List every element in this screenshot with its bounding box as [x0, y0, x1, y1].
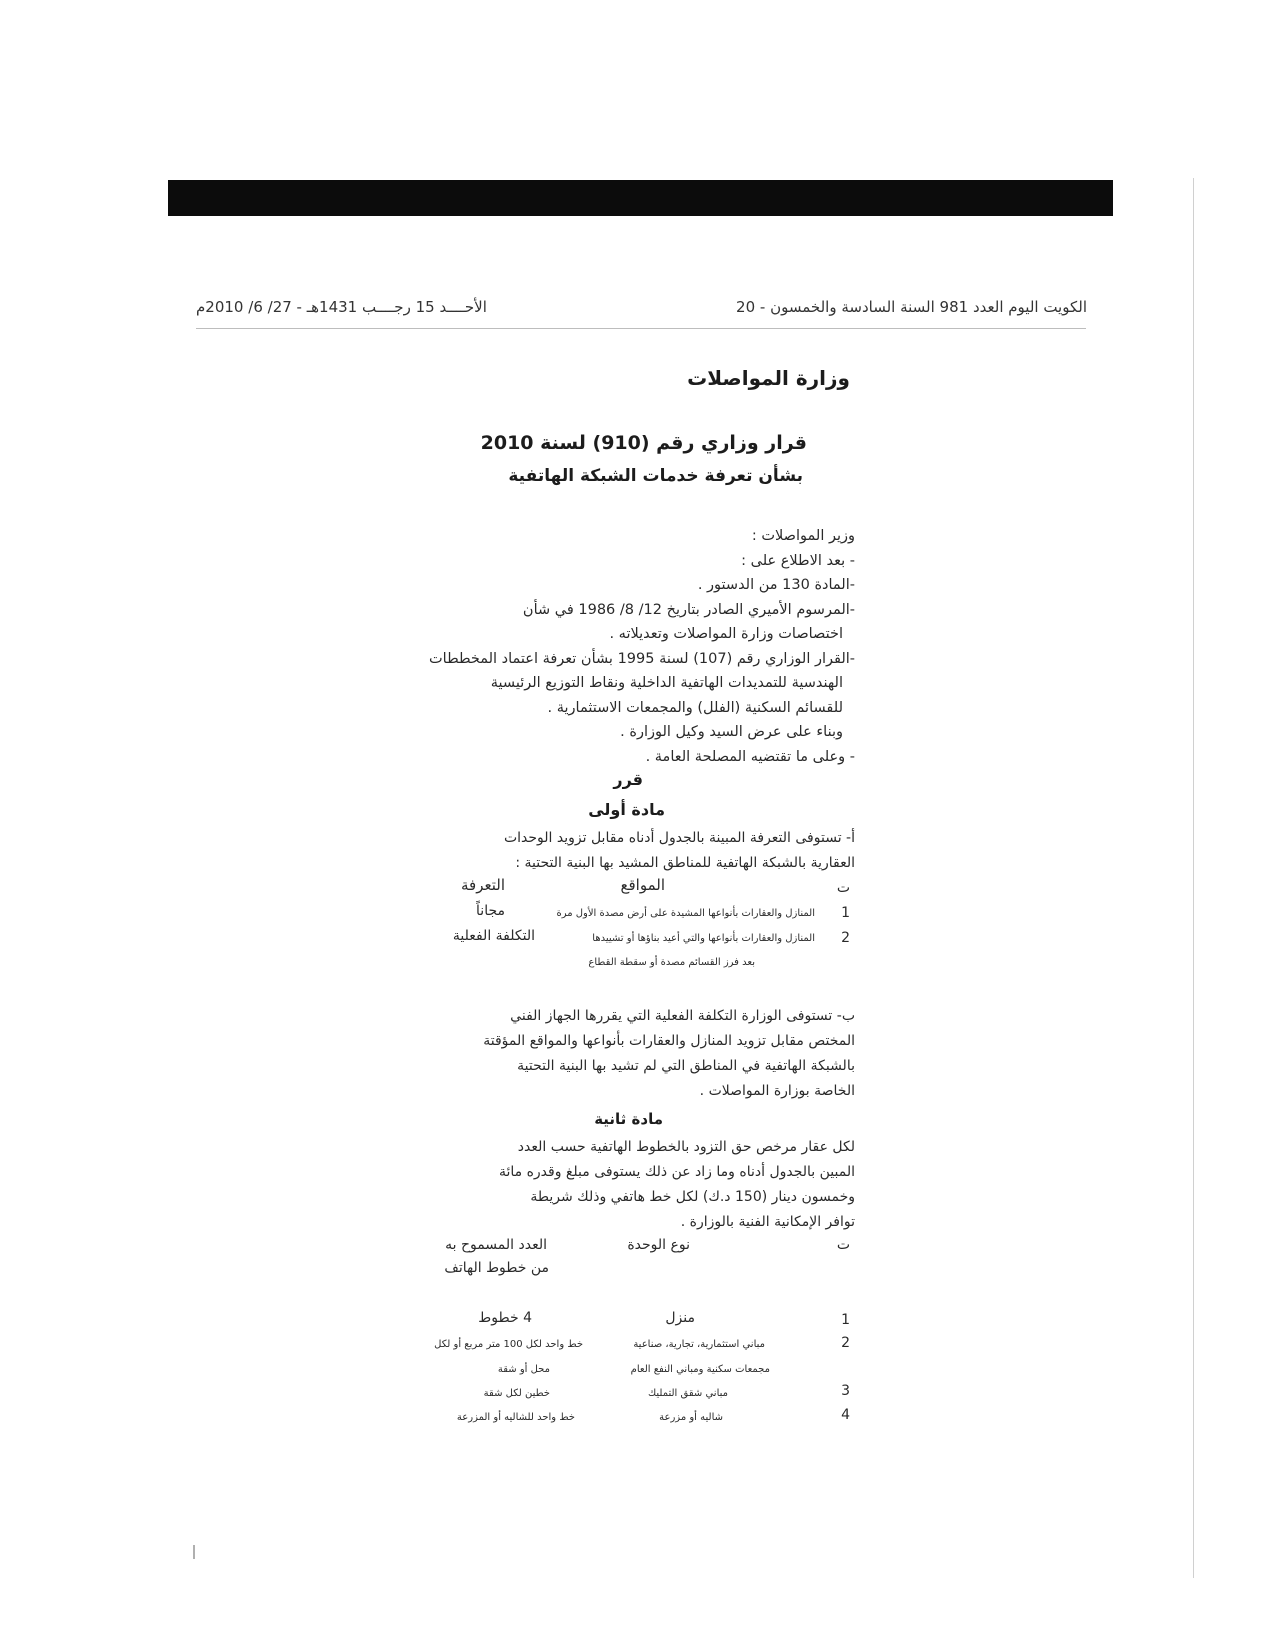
col-location-header: المواقع [620, 876, 665, 894]
table-row-location: المنازل والعقارات بأنواعها المشيدة على أرض مصدة الأول مرة [556, 908, 815, 919]
scan-mark [193, 1545, 195, 1559]
article-1-b-line: المختص مقابل تزويد المنازل والعقارات بأنواعها والمواقع المؤقتة [483, 1033, 855, 1049]
table-row-unit: شاليه أو مزرعة [659, 1412, 723, 1423]
preamble-line: الهندسية للتمديدات الهاتفية الداخلية ونقاط التوزيع الرئيسية [490, 675, 843, 691]
table-row-tariff: مجاناً [476, 903, 505, 919]
table-row-number: 2 [841, 1335, 850, 1351]
table-row-number: 3 [841, 1383, 850, 1399]
preamble-line: -المرسوم الأميري الصادر بتاريخ 12/ 8/ 1986 في شأن [522, 601, 855, 618]
article-1-b-line: ب- تستوفى الوزارة التكلفة الفعلية التي يقررها الجهاز الفني [510, 1008, 855, 1024]
ministry-name: وزارة المواصلات [687, 366, 850, 390]
preamble-line: - وعلى ما تقتضيه المصلحة العامة . [645, 748, 855, 765]
col-allowed-header-2: من خطوط الهاتف [444, 1260, 549, 1276]
table-row-unit: منزل [665, 1310, 695, 1326]
preamble-line: -المادة 130 من الدستور . [697, 577, 855, 593]
article-2-line: وخمسون دينار (150 د.ك) لكل خط هاتفي وذلك شريطة [530, 1189, 855, 1205]
table-row-allowed: خط واحد للشاليه أو المزرعة [456, 1412, 575, 1423]
article-1-heading: مادة أولى [588, 800, 665, 819]
table-row-unit: مباني شقق التمليك [647, 1388, 728, 1399]
preamble [429, 524, 855, 769]
table-row-unit: مجمعات سكنية ومباني النفع العام [630, 1364, 770, 1375]
article-1-b-line: الخاصة بوزارة المواصلات . [699, 1083, 855, 1099]
table-row-allowed: خط واحد لكل 100 متر مربع أو لكل [434, 1339, 583, 1350]
table-row-number: 4 [841, 1407, 850, 1423]
gazette-header-right: الكويت اليوم العدد 981 السنة السادسة والخمسون - 20 [736, 298, 1087, 316]
header-rule [196, 328, 1086, 329]
table-note: بعد فرز القسائم مصدة أو سقطة القطاع [588, 957, 755, 968]
article-1-b-text [435, 1004, 855, 1104]
col-allowed-header: العدد المسموح به [445, 1237, 547, 1253]
article-1-b-line: بالشبكة الهاتفية في المناطق التي لم تشيد بها البنية التحتية [517, 1058, 855, 1074]
decided-heading: قرر [613, 770, 643, 789]
table-row-allowed: خطين لكل شقة [483, 1388, 550, 1399]
table-row-unit: مباني استثمارية، تجارية، صناعية [633, 1339, 765, 1350]
article-2-text [435, 1135, 855, 1235]
preamble-line: وبناء على عرض السيد وكيل الوزارة . [620, 724, 843, 740]
article-2-line: لكل عقار مرخص حق التزود بالخطوط الهاتفية حسب العدد [517, 1139, 855, 1155]
article-2-heading: مادة ثانية [594, 1110, 663, 1128]
preamble-line: -القرار الوزاري رقم (107) لسنة 1995 بشأن تعرفة اعتماد المخططات [429, 650, 855, 667]
col-unit-header: نوع الوحدة [627, 1237, 690, 1253]
preamble-line: للقسائم السكنية (الفلل) والمجمعات الاستثمارية . [547, 699, 843, 716]
article-2-line: توافر الإمكانية الفنية بالوزارة . [680, 1214, 855, 1230]
preamble-line: - بعد الاطلاع على : [741, 552, 855, 569]
decree-subject: بشأن تعرفة خدمات الشبكة الهاتفية [508, 466, 803, 486]
table-row-location: المنازل والعقارات بأنواعها والتي أعيد بناؤها أو تشييدها [592, 933, 815, 944]
gazette-header-date: الأحــــد 15 رجــــب 1431هـ - 27/ 6/ 2010م [196, 298, 487, 316]
decree-title: قرار وزاري رقم (910) لسنة 2010 [480, 432, 807, 454]
table-row-number: 2 [841, 930, 850, 946]
page-edge-line [1193, 178, 1194, 1578]
article-2-line: المبين بالجدول أدناه وما زاد عن ذلك يستوفى مبلغ وقدره مائة [498, 1164, 855, 1180]
table-row-allowed: محل أو شقة [497, 1364, 550, 1375]
preamble-line: وزير المواصلات : [751, 528, 855, 544]
scanned-black-band [168, 180, 1113, 216]
preamble-line: اختصاصات وزارة المواصلات وتعديلاته . [609, 626, 843, 642]
table-row-number: 1 [841, 905, 850, 921]
table-row-tariff: التكلفة الفعلية [452, 928, 535, 944]
article-1-line: العقارية بالشبكة الهاتفية للمناطق المشيد بها البنية التحتية : [515, 855, 855, 871]
article-1-line: أ- تستوفى التعرفة المبينة بالجدول أدناه مقابل تزويد الوحدات [503, 830, 855, 846]
article-1-text [435, 826, 855, 876]
table-row-number: 1 [841, 1312, 850, 1328]
col-tariff-header: التعرفة [461, 876, 505, 894]
table-row-allowed: 4 خطوط [478, 1310, 532, 1326]
col-no-header: ت [836, 1237, 850, 1253]
col-no-header: ت [836, 880, 850, 896]
